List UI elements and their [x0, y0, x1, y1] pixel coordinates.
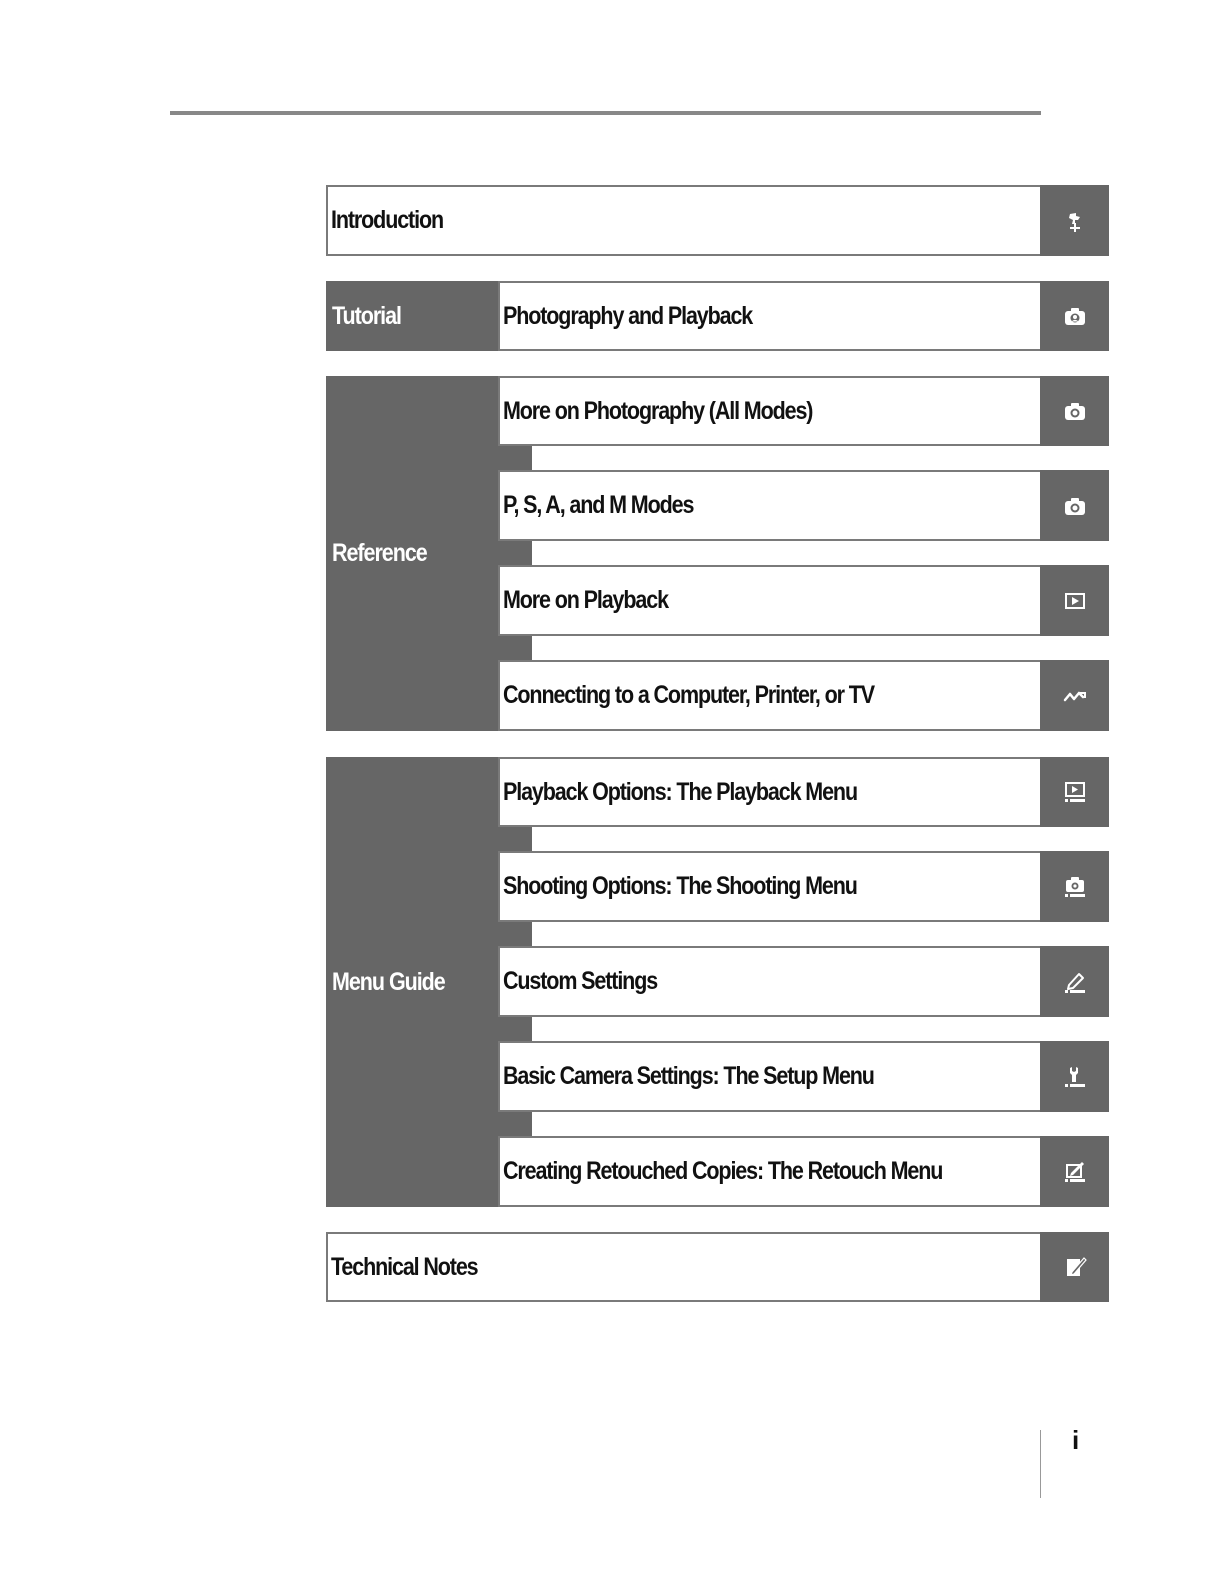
- pencil-icon: [1062, 969, 1088, 995]
- top-rule: [170, 111, 1041, 115]
- page-number: i: [1072, 1425, 1080, 1455]
- toc-introduction-label: Introduction: [331, 206, 443, 234]
- toc-setup-menu-label: Basic Camera Settings: The Setup Menu: [503, 1062, 874, 1090]
- camera-icon: [1062, 493, 1088, 519]
- weathervane-icon: [1062, 208, 1088, 234]
- toc-playback-menu-label: Playback Options: The Playback Menu: [503, 777, 857, 806]
- toc-technical-notes-label: Technical Notes: [331, 1252, 478, 1281]
- toc-retouch-menu[interactable]: [498, 1136, 1109, 1207]
- toc-retouch-menu-label: Creating Retouched Copies: The Retouch Menu: [503, 1157, 943, 1185]
- toc-custom-settings[interactable]: [498, 946, 1109, 1017]
- toc-custom-settings-label: Custom Settings: [503, 967, 658, 995]
- section-reference-label: Reference: [332, 539, 427, 567]
- section-menu-guide-label: Menu Guide: [332, 967, 445, 996]
- toc-psam-modes-label: P, S, A, and M Modes: [503, 491, 694, 519]
- camera-icon: [1062, 398, 1088, 424]
- toc-more-photography-label: More on Photography (All Modes): [503, 396, 813, 425]
- section-tutorial: [326, 281, 498, 351]
- section-reference: [326, 376, 498, 731]
- connector: [498, 827, 532, 851]
- playback-menu-icon: [1062, 779, 1088, 805]
- connector: [498, 1112, 532, 1136]
- toc-connecting-label: Connecting to a Computer, Printer, or TV: [503, 681, 874, 709]
- connector: [498, 922, 532, 946]
- section-menu-guide: [326, 757, 498, 1207]
- section-tutorial-label: Tutorial: [332, 301, 401, 330]
- connection-icon: [1062, 683, 1088, 709]
- connector: [498, 541, 532, 565]
- page-number-rule: [1040, 1430, 1041, 1498]
- camera-icon: [1062, 303, 1088, 329]
- toc-setup-menu[interactable]: [498, 1041, 1109, 1112]
- connector: [498, 446, 532, 470]
- toc-more-playback-label: More on Playback: [503, 586, 668, 614]
- toc-shooting-menu-label: Shooting Options: The Shooting Menu: [503, 872, 857, 900]
- toc-photography-playback-label: Photography and Playback: [503, 301, 753, 330]
- toc-more-playback[interactable]: [498, 565, 1109, 636]
- playback-icon: [1062, 588, 1088, 614]
- shooting-menu-icon: [1062, 874, 1088, 900]
- toc-technical-notes[interactable]: [326, 1232, 1109, 1302]
- retouch-icon: [1062, 1159, 1088, 1185]
- toc-more-photography[interactable]: [498, 376, 1109, 446]
- connector: [498, 636, 532, 660]
- toc-connecting[interactable]: [498, 660, 1109, 731]
- notes-icon: [1062, 1254, 1088, 1280]
- toc-shooting-menu[interactable]: [498, 851, 1109, 922]
- wrench-icon: [1062, 1064, 1088, 1090]
- toc-photography-playback[interactable]: [498, 281, 1109, 351]
- toc-playback-menu[interactable]: [498, 757, 1109, 827]
- toc-introduction[interactable]: [326, 185, 1109, 256]
- toc-psam-modes[interactable]: [498, 470, 1109, 541]
- connector: [498, 1017, 532, 1041]
